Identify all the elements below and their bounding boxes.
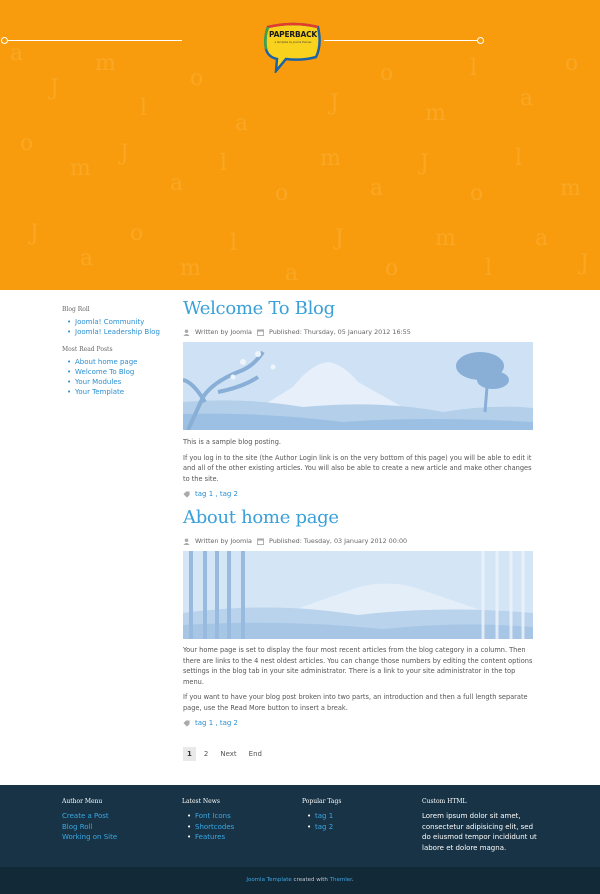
svg-text:m: m	[560, 176, 581, 201]
tag-icon	[183, 720, 190, 727]
svg-text:a: a	[235, 111, 249, 136]
svg-text:o: o	[130, 221, 144, 246]
post-about	[183, 507, 538, 727]
svg-text:a: a	[520, 86, 534, 111]
footer-popular-tags	[302, 798, 341, 832]
svg-text:m: m	[180, 256, 201, 281]
credit-end: .	[351, 877, 354, 883]
post-tags: tag 1 , tag 2	[183, 490, 538, 498]
footer-author-title: Author Menu	[62, 798, 103, 805]
footer-html-text: Lorem ipsum dolor sit amet, consectetur adipisicing elit, sed do eiusmod tempor incididunt ut labore et dolore magna.	[422, 812, 537, 852]
svg-text:a: a	[10, 41, 24, 66]
svg-text:J: J	[580, 251, 589, 276]
footer-news-link[interactable]: • Font Icons	[182, 811, 234, 822]
mostread-link[interactable]: • Welcome To Blog	[62, 367, 172, 377]
svg-text:m: m	[320, 146, 341, 171]
svg-text:J: J	[50, 76, 59, 101]
post-title[interactable]: About home page	[183, 507, 339, 528]
calendar-icon	[257, 538, 264, 545]
post-image-bamboo	[183, 551, 533, 639]
footer-html-title: Custom HTML	[422, 798, 467, 805]
svg-text:l: l	[230, 231, 238, 256]
calendar-icon	[257, 329, 264, 336]
tag-link[interactable]: tag 1	[195, 490, 214, 498]
svg-text:J: J	[330, 91, 339, 116]
svg-text:o: o	[470, 181, 484, 206]
post-paragraph: Your home page is set to display the four most recent articles from the blog category in a column. Then there are links to the 4 nest oldest articles. You can change those numbers by editing the content options settings in the blog tab in your site administrator. There is a link to your site administrator in the top menu.	[183, 646, 533, 686]
footer-news-title: Latest News	[182, 798, 220, 805]
svg-text:a: a	[370, 176, 384, 201]
footer-tag-link[interactable]: • tag 1	[302, 811, 341, 822]
blogroll-list	[62, 317, 172, 337]
mostread-link[interactable]: • Your Template	[62, 387, 172, 397]
svg-text:l: l	[470, 56, 478, 81]
mostread-link[interactable]: • About home page	[62, 357, 172, 367]
svg-text:o: o	[385, 256, 399, 281]
post-title[interactable]: Welcome To Blog	[183, 298, 335, 319]
nav-dot-left[interactable]	[1, 37, 8, 44]
post-date: Published: Thursday, 05 January 2012 16:55	[268, 328, 411, 336]
svg-text:l: l	[140, 96, 148, 121]
post-image-mountain	[183, 342, 533, 430]
nav-line-right	[324, 40, 480, 41]
svg-text:o: o	[565, 51, 579, 76]
footer	[0, 785, 600, 867]
header-banner	[0, 0, 600, 290]
post-paragraph: This is a sample blog posting.	[183, 438, 282, 446]
blogroll-title: Blog Roll	[62, 306, 90, 313]
svg-text:o: o	[275, 181, 289, 206]
blogroll-link[interactable]: • Joomla! Leadership Blog	[62, 327, 172, 337]
footer-news-link[interactable]: • Shortcodes	[182, 822, 234, 833]
svg-text:o: o	[380, 61, 394, 86]
svg-text:a: a	[535, 226, 549, 251]
footer-tags-title: Popular Tags	[302, 798, 342, 805]
credit-text: created with	[291, 877, 330, 883]
page-1[interactable]: 1	[183, 747, 196, 761]
svg-text:m: m	[425, 101, 446, 126]
page-end[interactable]: End	[248, 750, 262, 758]
page-next[interactable]: Next	[220, 750, 237, 758]
logo-bubble[interactable]	[262, 21, 324, 73]
svg-text:m: m	[95, 51, 116, 76]
tag-link[interactable]: tag 2	[219, 719, 238, 727]
footer-latest-news	[182, 798, 234, 843]
user-icon	[183, 538, 190, 545]
mostread-title: Most Read Posts	[62, 346, 113, 353]
svg-text:a: a	[285, 261, 299, 286]
svg-text:o: o	[20, 131, 34, 156]
post-tags: tag 1 , tag 2	[183, 719, 538, 727]
footer-author-link[interactable]: Create a Post	[62, 812, 109, 820]
svg-text:a: a	[80, 246, 94, 271]
post-author: Written by Joomla	[195, 537, 252, 545]
svg-text:J: J	[420, 151, 429, 176]
credit-tool-link[interactable]: Themler	[329, 877, 352, 883]
post-date: Published: Tuesday, 03 January 2012 00:00	[268, 537, 408, 545]
post-welcome	[183, 298, 538, 498]
post-meta	[183, 537, 538, 545]
nav-dot-right[interactable]	[477, 37, 484, 44]
post-author: Written by Joomla	[195, 328, 252, 336]
footer-credit	[0, 867, 600, 894]
nav-line-left	[4, 40, 182, 41]
pagination	[183, 747, 266, 761]
svg-text:o: o	[190, 66, 204, 91]
logo-tagline: a template by Joomla themes	[274, 41, 312, 44]
svg-text:a: a	[170, 171, 184, 196]
svg-text:l: l	[220, 151, 228, 176]
footer-author-link[interactable]: Working on Site	[62, 833, 118, 841]
post-paragraph: If you want to have your blog post broken into two parts, an introduction and then a full length separate page, use the Read More button to insert a break.	[183, 693, 528, 712]
post-paragraph: If you log in to the site (the Author Login link is on the very bottom of this page) you will be able to edit it and all of the other existing articles. You will also be able to create a new article and make other changes to the site.	[183, 453, 532, 483]
svg-text:l: l	[485, 256, 493, 281]
footer-custom-html	[422, 798, 540, 853]
footer-author-link[interactable]: Blog Roll	[62, 822, 93, 831]
page-2[interactable]: 2	[203, 750, 209, 758]
svg-text:J: J	[335, 226, 344, 251]
sidebar	[62, 306, 172, 406]
tag-link[interactable]: tag 2	[219, 490, 238, 498]
tag-link[interactable]: tag 1	[195, 719, 214, 727]
svg-text:m: m	[70, 156, 91, 181]
svg-text:J: J	[120, 141, 129, 166]
credit-link[interactable]: Joomla Template	[246, 877, 292, 883]
mostread-link[interactable]: • Your Modules	[62, 377, 172, 387]
blogroll-link[interactable]: • Joomla! Community	[62, 317, 172, 327]
svg-text:l: l	[515, 146, 523, 171]
svg-text:m: m	[435, 226, 456, 251]
footer-tag-link[interactable]: • tag 2	[302, 822, 341, 833]
footer-author-menu	[62, 798, 117, 843]
user-icon	[183, 329, 190, 336]
svg-text:J: J	[30, 221, 39, 246]
logo-text: PAPERBACK	[268, 30, 318, 39]
post-meta	[183, 328, 538, 336]
footer-news-link[interactable]: • Features	[182, 832, 234, 843]
mostread-list	[62, 357, 172, 397]
tag-icon	[183, 491, 190, 498]
